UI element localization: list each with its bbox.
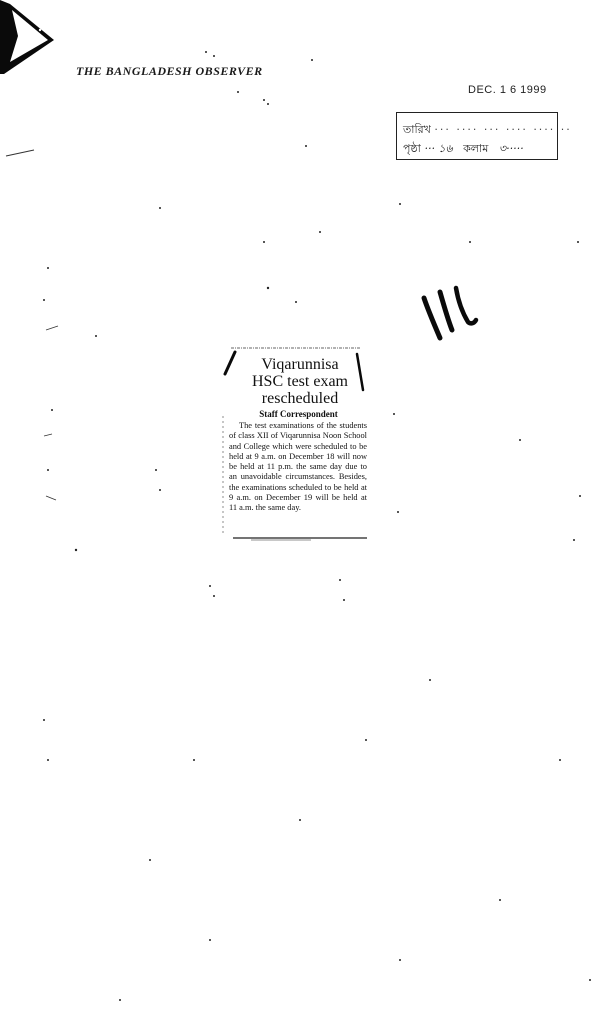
headline-line-2: HSC test exam (252, 373, 348, 390)
stamp-date-label: তারিখ (403, 123, 431, 136)
stamp-page-value: ··· ১৬ (424, 142, 453, 155)
stamp-date-blank: ··· ···· ··· ···· ···· ·· (434, 123, 572, 136)
handwritten-tally-marks (418, 280, 488, 350)
stamp-column-value: ৩····· (498, 142, 524, 155)
headline-line-3: rescheduled (261, 390, 339, 407)
article-headline (237, 356, 363, 407)
newspaper-masthead: THE BANGLADESH OBSERVER (76, 64, 263, 78)
date-stamp: DEC. 1 6 1999 (468, 84, 547, 96)
stamp-page-row (403, 140, 523, 159)
article-byline: Staff Correspondent (259, 409, 338, 419)
article-body: The test examinations of the students of class XII of Viqarunnisa Noon School and College which were scheduled to be held at 9 a.m. on December 18 will now be held at 11 p.m. the same day due to an unavoidable circumstances. Besides, the examinations scheduled to be held at 9 a.m. on December 19 will be held at 11 a.m. the same day. (229, 421, 367, 513)
stamp-column-label: কলাম (463, 142, 489, 155)
headline-line-1: Viqarunnisa (261, 356, 339, 373)
newspaper-clipping (221, 346, 371, 542)
archive-stamp (396, 112, 572, 160)
folded-corner (0, 0, 60, 80)
stamp-page-label: পৃষ্ঠা (403, 142, 421, 155)
stamp-date-row (403, 121, 572, 140)
